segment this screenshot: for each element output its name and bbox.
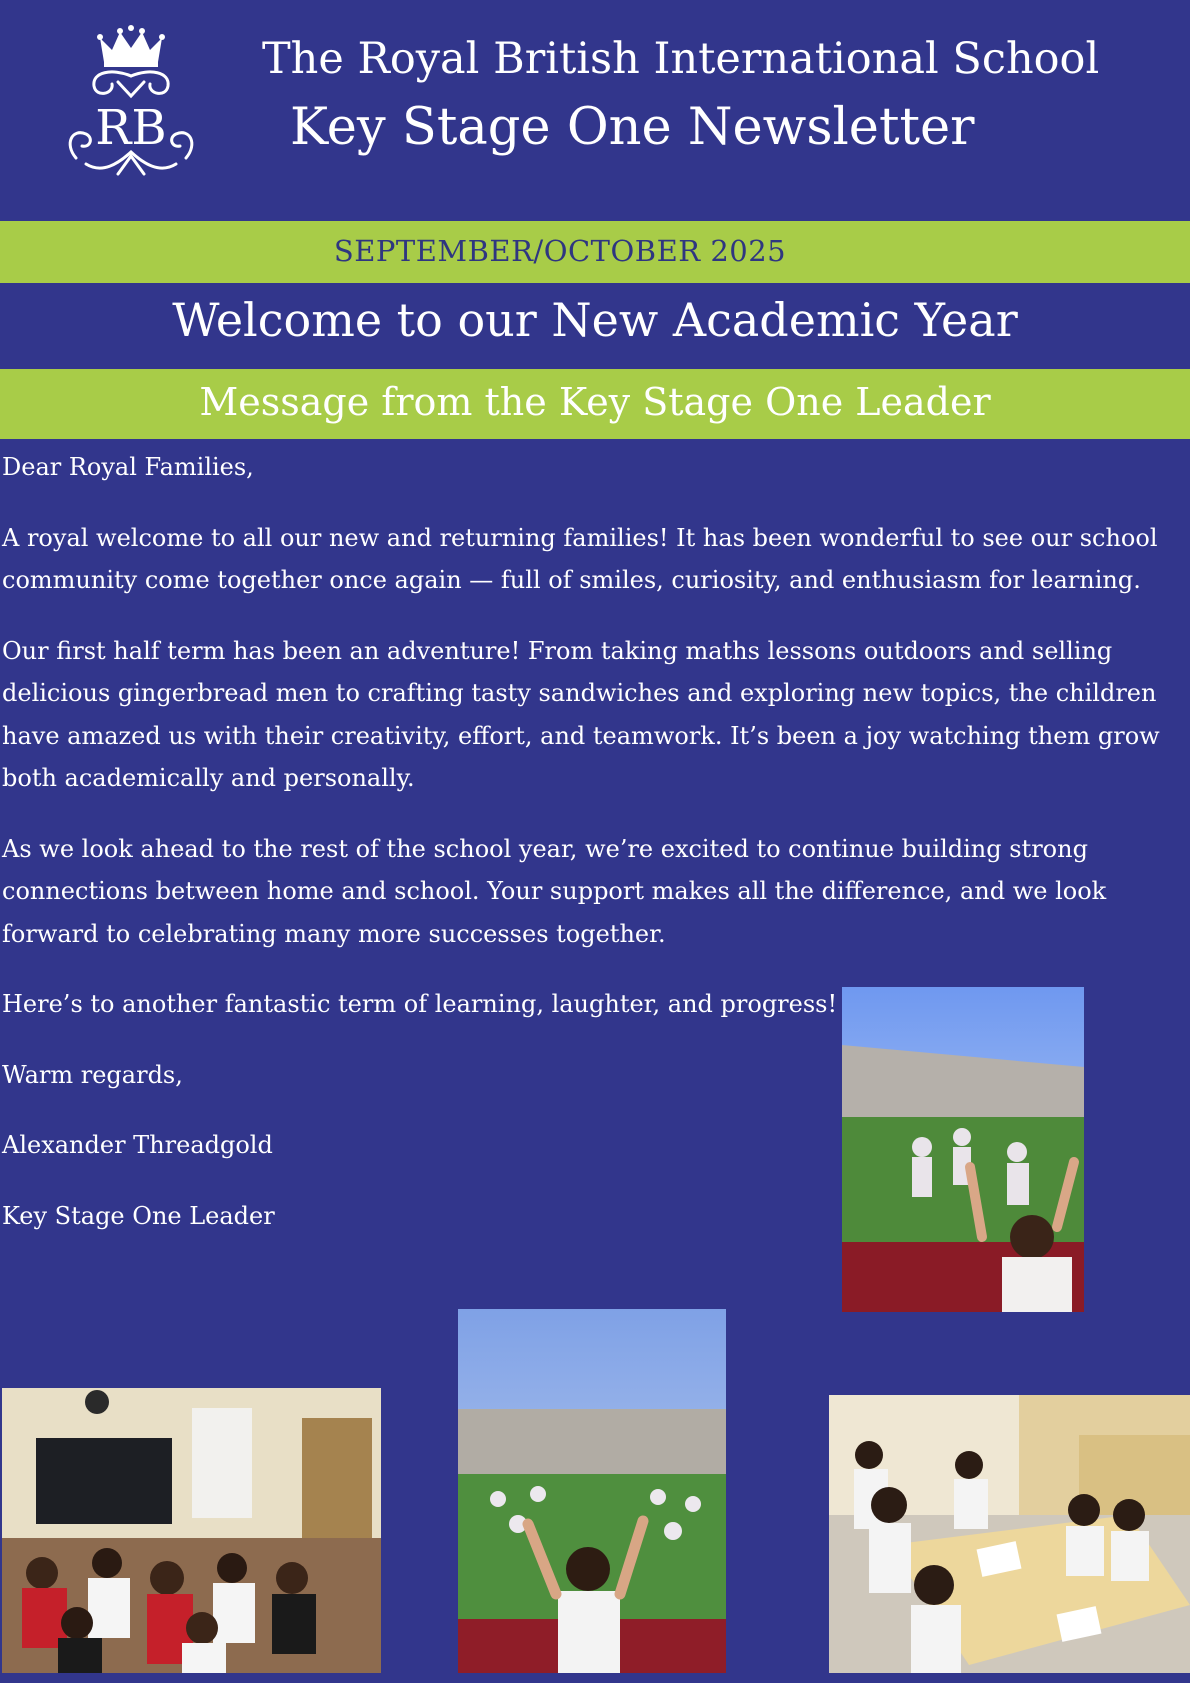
- letter-paragraph-2: Our first half term has been an adventure! From taking maths lessons outdoors and selling delicious gingerbread men to crafting tasty sandwiches and exploring new topics, the children have amazed us with their creativity, effort, and teamwork. It’s been a joy watching them grow both academically and personally.: [2, 636, 1160, 792]
- message-heading: Message from the Key Stage One Leader: [199, 380, 991, 424]
- welcome-heading: Welcome to our New Academic Year: [172, 293, 1018, 347]
- photo-field-cheering: [842, 987, 1084, 1312]
- logo-monogram: RB: [95, 100, 167, 156]
- signatory-title: Key Stage One Leader: [2, 1201, 275, 1230]
- letter-paragraph-1: A royal welcome to all our new and returning families! It has been wonderful to see our school community come together once again — full of smiles, curiosity, and enthusiasm for learning.: [2, 523, 1158, 594]
- photo-classroom-group: [2, 1388, 381, 1673]
- letter-greeting: Dear Royal Families,: [2, 453, 254, 481]
- letter-sign-off: Warm regards,: [2, 1060, 183, 1089]
- letter-paragraph-3: As we look ahead to the rest of the school year, we’re excited to continue building strong connections between home and school. Your support makes all the difference, and we look forward to celebrating many more successes together.: [2, 834, 1107, 948]
- photo-classroom-drawing: [829, 1395, 1190, 1673]
- photo-field-child: [458, 1309, 726, 1673]
- school-crest-logo: [62, 24, 200, 184]
- signatory-name: Alexander Threadgold: [2, 1131, 273, 1159]
- newsletter-title: Key Stage One Newsletter: [290, 98, 975, 157]
- letter-closing-line: Here’s to another fantastic term of learning, laughter, and progress!: [2, 990, 838, 1018]
- issue-date: SEPTEMBER/OCTOBER 2025: [333, 234, 787, 268]
- school-name: The Royal British International School: [262, 34, 1100, 84]
